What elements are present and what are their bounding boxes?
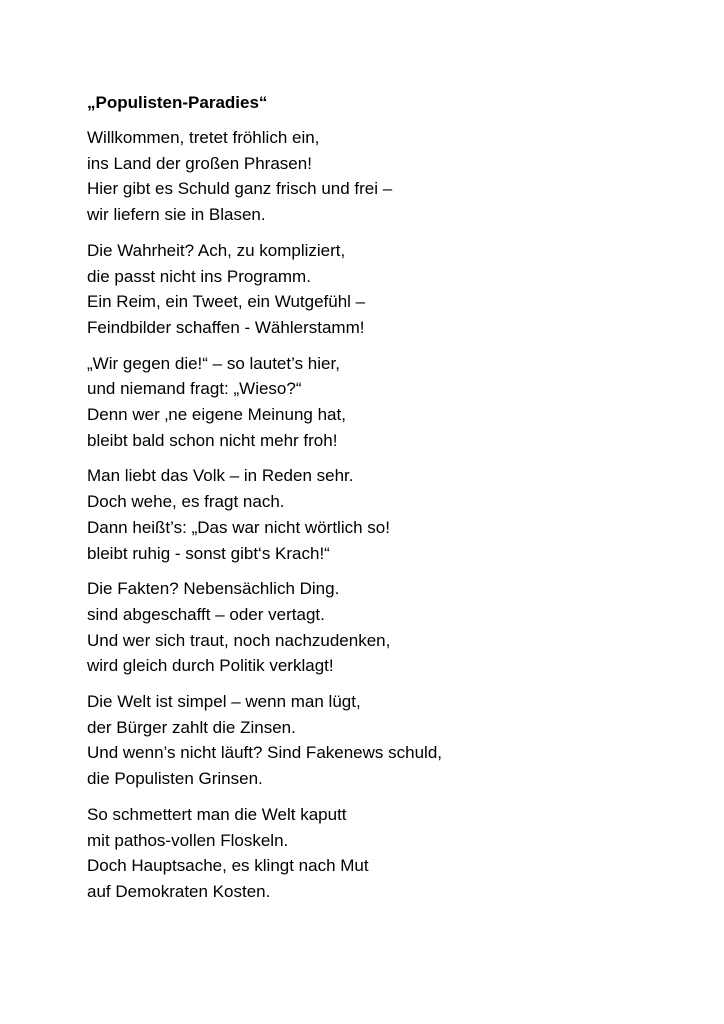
poem-line: auf Demokraten Kosten. — [87, 881, 271, 901]
poem-line: bleibt bald schon nicht mehr froh! — [87, 430, 338, 450]
poem-line: Und wer sich traut, noch nachzudenken, — [87, 630, 391, 650]
poem-line: Und wenn’s nicht läuft? Sind Fakenews schuld, — [87, 743, 442, 763]
poem-title: „Populisten-Paradies“ — [87, 93, 268, 112]
poem-line: Die Fakten? Nebensächlich Ding. — [87, 579, 340, 599]
stanza-5 — [87, 576, 687, 679]
poem-line: wird gleich durch Politik verklagt! — [87, 656, 334, 676]
stanza-4 — [87, 463, 687, 566]
stanza-1 — [87, 125, 687, 228]
poem-line: Man liebt das Volk – in Reden sehr. — [87, 466, 354, 486]
poem-line: und niemand fragt: „Wieso?“ — [87, 379, 302, 399]
poem-line: Willkommen, tretet fröhlich ein, — [87, 128, 320, 147]
poem-line: wir liefern sie in Blasen. — [87, 205, 266, 225]
poem-line: Die Wahrheit? Ach, zu kompliziert, — [87, 240, 346, 260]
poem-line: Doch Hauptsache, es klingt nach Mut — [87, 856, 369, 876]
poem-line: Hier gibt es Schuld ganz frisch und frei – — [87, 179, 393, 199]
stanza-3 — [87, 351, 687, 454]
poem-line: bleibt ruhig - sonst gibt‘s Krach!“ — [87, 543, 330, 563]
poem-line: der Bürger zahlt die Zinsen. — [87, 717, 296, 737]
poem-line: Feindbilder schaffen - Wählerstamm! — [87, 317, 365, 337]
poem-line: Die Welt ist simpel – wenn man lügt, — [87, 692, 361, 712]
poem-line: sind abgeschafft – oder vertagt. — [87, 604, 325, 624]
poem-line: So schmettert man die Welt kaputt — [87, 804, 347, 824]
poem-line: ins Land der großen Phrasen! — [87, 153, 312, 173]
poem-line: Denn wer ‚ne eigene Meinung hat, — [87, 405, 346, 425]
poem — [87, 90, 687, 915]
stanza-7 — [87, 802, 687, 905]
poem-line: Dann heißt’s: „Das war nicht wörtlich so! — [87, 517, 390, 537]
poem-line: Ein Reim, ein Tweet, ein Wutgefühl – — [87, 292, 366, 312]
poem-line: Doch wehe, es fragt nach. — [87, 492, 285, 512]
poem-line: die passt nicht ins Programm. — [87, 266, 311, 286]
poem-line: „Wir gegen die!“ – so lautet’s hier, — [87, 353, 340, 373]
poem-line: die Populisten Grinsen. — [87, 769, 263, 789]
stanza-2 — [87, 238, 687, 341]
poem-line: mit pathos-vollen Floskeln. — [87, 830, 289, 850]
stanza-6 — [87, 689, 687, 792]
